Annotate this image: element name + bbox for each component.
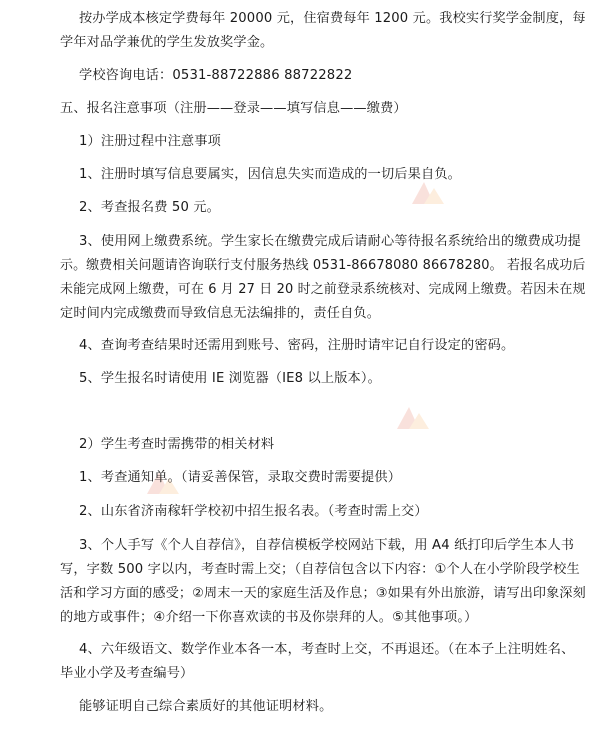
list-item: 4、查询考查结果时还需用到账号、密码，注册时请牢记自行设定的密码。 <box>79 338 515 353</box>
list-item: 3、个人手写《个人自荐信》，自荐信模板学校网站下载，用 A4 纸打印后学生本人书 <box>79 538 575 553</box>
watermark-logo <box>410 180 446 206</box>
list-item: 1、注册时填写信息要属实，因信息失实而造成的一切后果自负。 <box>79 167 461 182</box>
list-item: 3、使用网上缴费系统。学生家长在缴费完成后请耐心等待报名系统给出的缴费成功提 <box>79 234 582 249</box>
fee-paragraph-line: 学年对品学兼优的学生发放奖学金。 <box>60 35 274 50</box>
section-heading: 五、报名注意事项（注册——登录——填写信息——缴费） <box>60 101 407 116</box>
list-item-continuation: 定时间内完成缴费而导致信息无法编排的，责任自负。 <box>60 306 381 321</box>
list-item: 5、学生报名时请使用 IE 浏览器（IE8 以上版本）。 <box>79 371 381 386</box>
list-item-continuation: 活和学习方面的感受；②周末一天的家庭生活及作息；③如果有外出旅游，请写出印象深刻 <box>60 586 586 601</box>
watermark-icon <box>395 405 431 431</box>
contact-phone: 学校咨询电话：0531-88722886 88722822 <box>79 68 353 83</box>
list-item: 2、山东省济南稼轩学校初中招生报名表。（考查时需上交） <box>79 504 428 519</box>
watermark-icon <box>410 180 446 206</box>
list-item-continuation: 示。缴费相关问题请咨询联行支付服务热线 0531-86678080 86678280。 若报名成功后 <box>60 258 586 273</box>
closing-paragraph: 能够证明自己综合素质好的其他证明材料。 <box>79 699 333 714</box>
list-item-continuation: 写，字数 500 字以内，考查时需上交；（自荐信包含以下内容：①个人在小学阶段学校生 <box>60 562 580 577</box>
watermark-logo <box>395 405 431 431</box>
list-item: 4、六年级语文、数学作业本各一本，考查时上交，不再退还。（在本子上注明姓名、 <box>79 642 575 657</box>
list-item-continuation: 的地方或事件；④介绍一下你喜欢读的书及你崇拜的人。⑤其他事项。） <box>60 610 478 625</box>
subsection-heading: 1）注册过程中注意事项 <box>79 134 221 149</box>
list-item-continuation: 未能完成网上缴费，可在 6 月 27 日 20 时之前登录系统核对、完成网上缴费。若因未在规 <box>60 282 586 297</box>
subsection-heading: 2）学生考查时需携带的相关材料 <box>79 437 275 452</box>
list-item: 2、考查报名费 50 元。 <box>79 200 221 215</box>
list-item: 1、考查通知单。（请妥善保管，录取交费时需要提供） <box>79 470 402 485</box>
fee-paragraph-line: 按办学成本核定学费每年 20000 元，住宿费每年 1200 元。我校实行奖学金制度，每 <box>79 11 586 26</box>
list-item-continuation: 毕业小学及考查编号） <box>60 666 194 681</box>
